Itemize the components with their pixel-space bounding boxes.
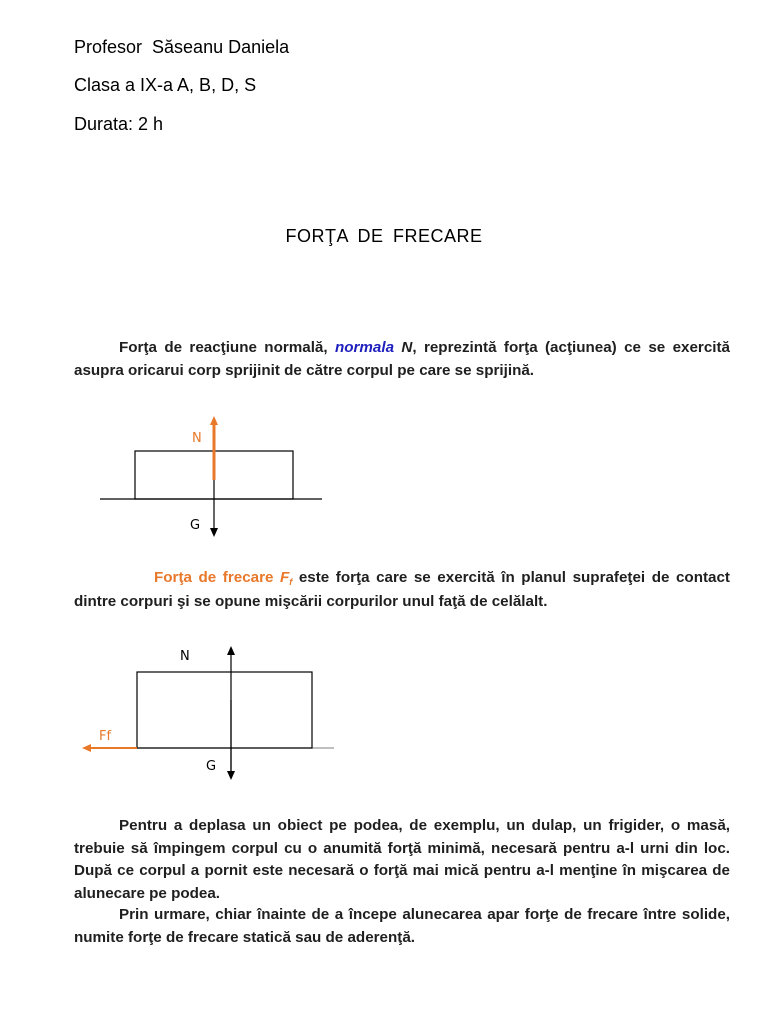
para2-text-after: este forţa care se exercită în planul suprafeţei de contact dintre corpuri şi se opune mişcării corpurilor unul faţă de celălalt. <box>74 569 730 610</box>
paragraph-normal-force <box>74 337 730 382</box>
paragraph-example: Pentru a deplasa un obiect pe podea, de exemplu, un dulap, un frigider, o masă, trebuie să împingem corpul cu o anumită forţă minimă, necesară pentru a-l urni din loc. După ce corpul a pornit este necesară o forţă mai mică pentru a-l menţine în mişcarea de alunecare pe podea. <box>74 817 730 902</box>
block-body <box>135 451 293 499</box>
friction-symbol-sub: f <box>289 577 293 587</box>
label-ff: Ff <box>99 729 112 744</box>
paragraph-conclusion: Prin urmare, chiar înainte de a începe alunecarea apar forţe de frecare între solide, numite forţe de frecare statică sau de aderenţă. <box>74 906 730 946</box>
diagram-normal-force <box>100 420 322 533</box>
diagram-friction-force <box>86 649 334 776</box>
para1-text-after: , reprezintă forţa (acţiunea) ce se exercită asupra oricarui corp sprijinit de către corpul pe care se sprijină. <box>74 339 731 379</box>
paragraph-friction-force <box>74 567 730 613</box>
normal-symbol: N <box>394 339 413 356</box>
normal-term: normala <box>334 339 395 356</box>
label-n: N <box>192 431 202 446</box>
para1-text-before: Forţa de reacţiune normală, <box>119 339 335 356</box>
friction-symbol-main: F <box>280 569 290 586</box>
duration-info: Durata: 2 h <box>74 114 164 134</box>
friction-term: Forţa de frecare <box>154 569 280 586</box>
label-n: N <box>180 649 190 664</box>
teacher-name: Profesor Săseanu Daniela <box>74 37 290 57</box>
class-info: Clasa a IX-a A, B, D, S <box>74 75 257 95</box>
page-title: FORŢA DE FRECARE <box>285 226 483 246</box>
label-g: G <box>190 518 201 533</box>
block-body <box>137 672 312 748</box>
friction-symbol <box>280 569 292 586</box>
label-g: G <box>206 759 217 774</box>
